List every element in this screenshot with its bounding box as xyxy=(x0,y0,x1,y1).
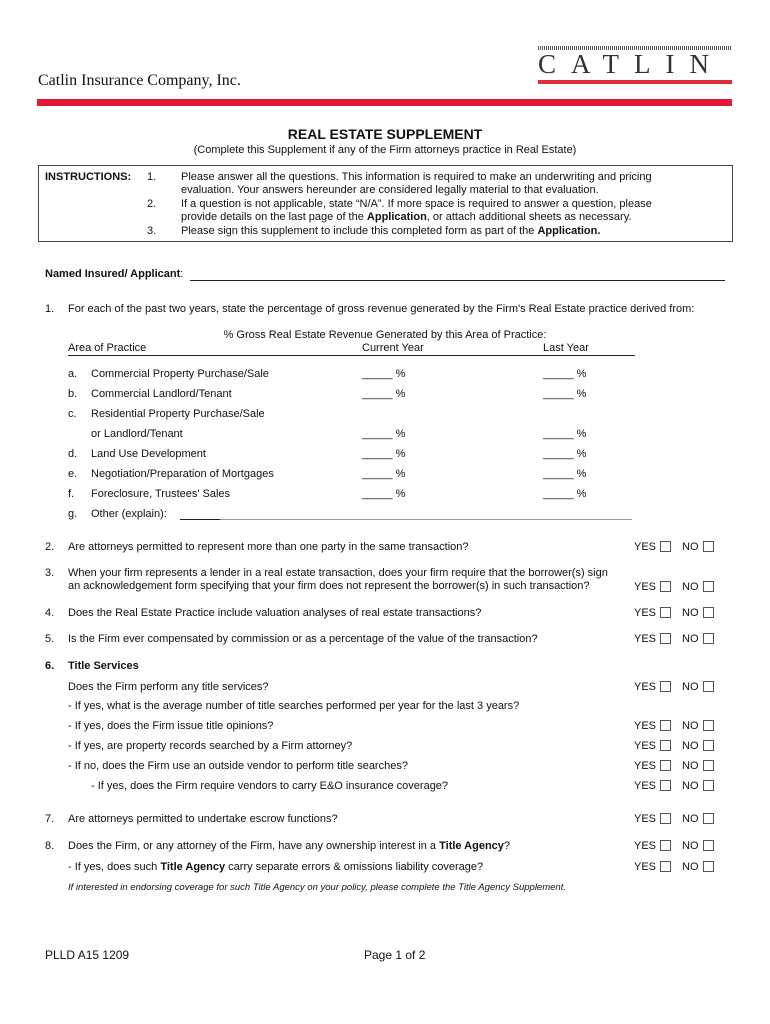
instruction-num-1: 1. xyxy=(147,171,157,183)
yes-label: YES xyxy=(634,740,657,752)
yes-label: YES xyxy=(634,541,657,553)
instruction-num-3: 3. xyxy=(147,225,157,237)
q3-text-line-1: When your firm represents a lender in a real estate transaction, does your firm require that the borrower(s) sign xyxy=(68,567,608,579)
row-letter: g. xyxy=(68,508,78,520)
col-last-year: Last Year xyxy=(543,342,589,354)
q7-yes-checkbox[interactable] xyxy=(660,813,671,824)
row-letter: f. xyxy=(68,488,75,500)
yes-label: YES xyxy=(634,681,657,693)
q3-number: 3. xyxy=(45,567,55,579)
q6f-yes-checkbox[interactable] xyxy=(660,780,671,791)
q3-text-line-2: an acknowledgement form specifying that your firm does not represent the borrower(s) in such transaction? xyxy=(68,580,590,592)
q6-item-text: - If no, does the Firm use an outside vendor to perform title searches? xyxy=(68,760,408,772)
col-area-of-practice: Area of Practice xyxy=(68,342,147,354)
q2-no-checkbox[interactable] xyxy=(703,541,714,552)
yes-label: YES xyxy=(634,581,657,593)
row-label: Commercial Property Purchase/Sale xyxy=(91,368,269,380)
row-label: Other (explain): xyxy=(91,508,167,520)
other-explain-field[interactable] xyxy=(180,519,632,520)
col-current-year: Current Year xyxy=(362,342,424,354)
q5-yes-checkbox[interactable] xyxy=(660,633,671,644)
q6a-no-checkbox[interactable] xyxy=(703,681,714,692)
row-letter: c. xyxy=(68,408,77,420)
q2-yes-checkbox[interactable] xyxy=(660,541,671,552)
no-label: NO xyxy=(682,681,699,693)
no-label: NO xyxy=(682,633,699,645)
row-label: Land Use Development xyxy=(91,448,206,460)
header-red-bar xyxy=(37,99,732,106)
q6-item-text: - If yes, are property records searched by a Firm attorney? xyxy=(68,740,353,752)
page-number: Page 1 of 2 xyxy=(364,948,426,962)
instruction-2-line-1: If a question is not applicable, state “N/A”. If more space is required to answer a question, please xyxy=(181,198,652,210)
q4-text: Does the Real Estate Practice include valuation analyses of real estate transactions? xyxy=(68,607,482,619)
yes-label: YES xyxy=(634,861,657,873)
q6-item-text: - If yes, does the Firm issue title opinions? xyxy=(68,720,274,732)
q6d-no-checkbox[interactable] xyxy=(703,740,714,751)
current-year-percent-field[interactable]: _____ % xyxy=(362,468,406,480)
yes-label: YES xyxy=(634,760,657,772)
q6c-no-checkbox[interactable] xyxy=(703,720,714,731)
q5-number: 5. xyxy=(45,633,55,645)
instruction-1-line-1: Please answer all the questions. This information is required to make an underwriting and pricing xyxy=(181,171,652,183)
current-year-percent-field[interactable]: _____ % xyxy=(362,368,406,380)
instruction-1-line-2: evaluation. Your answers hereunder are considered legally material to that evaluation. xyxy=(181,184,599,196)
row-label: or Landlord/Tenant xyxy=(91,428,183,440)
no-label: NO xyxy=(682,740,699,752)
title-agency-note: If interested in endorsing coverage for such Title Agency on your policy, please complete the Title Agency Supplement. xyxy=(68,882,566,893)
other-explain-field-start xyxy=(180,519,220,520)
yes-label: YES xyxy=(634,813,657,825)
q1-number: 1. xyxy=(45,303,55,315)
instruction-num-2: 2. xyxy=(147,198,157,210)
q2-number: 2. xyxy=(45,541,55,553)
last-year-percent-field[interactable]: _____ % xyxy=(543,368,587,380)
q1-text: For each of the past two years, state the percentage of gross revenue generated by the Firm's Real Estate practice derived from: xyxy=(68,303,695,315)
yes-label: YES xyxy=(634,840,657,852)
named-insured-field[interactable] xyxy=(190,280,725,281)
q2-text: Are attorneys permitted to represent more than one party in the same transaction? xyxy=(68,541,469,553)
q8-sub-yes-checkbox[interactable] xyxy=(660,861,671,872)
yes-label: YES xyxy=(634,633,657,645)
q6f-no-checkbox[interactable] xyxy=(703,780,714,791)
instruction-2-line-2: provide details on the last page of the Application, or attach additional sheets as necessary. xyxy=(181,211,632,223)
row-letter: e. xyxy=(68,468,78,480)
q5-text: Is the Firm ever compensated by commission or as a percentage of the value of the transaction? xyxy=(68,633,538,645)
q4-no-checkbox[interactable] xyxy=(703,607,714,618)
catlin-logo: CATLIN xyxy=(538,49,724,79)
row-letter: d. xyxy=(68,448,78,460)
row-letter: b. xyxy=(68,388,78,400)
q6-item-text: Does the Firm perform any title services? xyxy=(68,681,269,693)
instruction-3-line: Please sign this supplement to include this completed form as part of the Application. xyxy=(181,225,601,237)
q6-item-text: - If yes, what is the average number of title searches performed per year for the last 3 years? xyxy=(68,700,520,712)
q8-yes-checkbox[interactable] xyxy=(660,840,671,851)
logo-underline xyxy=(538,80,732,84)
company-name: Catlin Insurance Company, Inc. xyxy=(38,72,241,89)
current-year-percent-field[interactable]: _____ % xyxy=(362,488,406,500)
row-label: Negotiation/Preparation of Mortgages xyxy=(91,468,274,480)
no-label: NO xyxy=(682,780,699,792)
row-label: Commercial Landlord/Tenant xyxy=(91,388,232,400)
q7-number: 7. xyxy=(45,813,55,825)
q6d-yes-checkbox[interactable] xyxy=(660,740,671,751)
q8-text: Does the Firm, or any attorney of the Firm, have any ownership interest in a Title Agency? xyxy=(68,840,511,852)
current-year-percent-field[interactable]: _____ % xyxy=(362,388,406,400)
no-label: NO xyxy=(682,861,699,873)
q6c-yes-checkbox[interactable] xyxy=(660,720,671,731)
current-year-percent-field[interactable]: _____ % xyxy=(362,448,406,460)
q8-no-checkbox[interactable] xyxy=(703,840,714,851)
instructions-label: INSTRUCTIONS: xyxy=(45,171,132,183)
last-year-percent-field[interactable]: _____ % xyxy=(543,388,587,400)
no-label: NO xyxy=(682,607,699,619)
no-label: NO xyxy=(682,813,699,825)
last-year-percent-field[interactable]: _____ % xyxy=(543,488,587,500)
page-title: REAL ESTATE SUPPLEMENT xyxy=(287,126,483,142)
q7-text: Are attorneys permitted to undertake escrow functions? xyxy=(68,813,338,825)
no-label: NO xyxy=(682,720,699,732)
q6-heading: Title Services xyxy=(68,660,139,672)
q4-yes-checkbox[interactable] xyxy=(660,607,671,618)
q6a-yes-checkbox[interactable] xyxy=(660,681,671,692)
page-subtitle: (Complete this Supplement if any of the Firm attorneys practice in Real Estate) xyxy=(193,144,577,156)
row-label: Residential Property Purchase/Sale xyxy=(91,408,265,420)
no-label: NO xyxy=(682,840,699,852)
q6-item-text: - If yes, does the Firm require vendors to carry E&O insurance coverage? xyxy=(91,780,449,792)
no-label: NO xyxy=(682,541,699,553)
last-year-percent-field[interactable]: _____ % xyxy=(543,428,587,440)
q1-header-rule xyxy=(68,355,635,356)
row-letter: a. xyxy=(68,368,78,380)
q1-table-heading: % Gross Real Estate Revenue Generated by this Area of Practice: xyxy=(223,329,547,341)
last-year-percent-field[interactable]: _____ % xyxy=(543,448,587,460)
yes-label: YES xyxy=(634,720,657,732)
current-year-percent-field[interactable]: _____ % xyxy=(362,428,406,440)
named-insured-label: Named Insured/ Applicant: xyxy=(45,268,184,280)
q3-yes-checkbox[interactable] xyxy=(660,581,671,592)
row-label: Foreclosure, Trustees' Sales xyxy=(91,488,231,500)
last-year-percent-field[interactable]: _____ % xyxy=(543,468,587,480)
q7-no-checkbox[interactable] xyxy=(703,813,714,824)
q4-number: 4. xyxy=(45,607,55,619)
q8-sub-no-checkbox[interactable] xyxy=(703,861,714,872)
yes-label: YES xyxy=(634,607,657,619)
q6e-no-checkbox[interactable] xyxy=(703,760,714,771)
form-code: PLLD A15 1209 xyxy=(45,948,130,962)
no-label: NO xyxy=(682,760,699,772)
yes-label: YES xyxy=(634,780,657,792)
q8-sub-text: - If yes, does such Title Agency carry separate errors & omissions liability coverage? xyxy=(68,861,484,873)
q6-number: 6. xyxy=(45,660,55,672)
no-label: NO xyxy=(682,581,699,593)
q8-number: 8. xyxy=(45,840,55,852)
q6e-yes-checkbox[interactable] xyxy=(660,760,671,771)
q3-no-checkbox[interactable] xyxy=(703,581,714,592)
q5-no-checkbox[interactable] xyxy=(703,633,714,644)
